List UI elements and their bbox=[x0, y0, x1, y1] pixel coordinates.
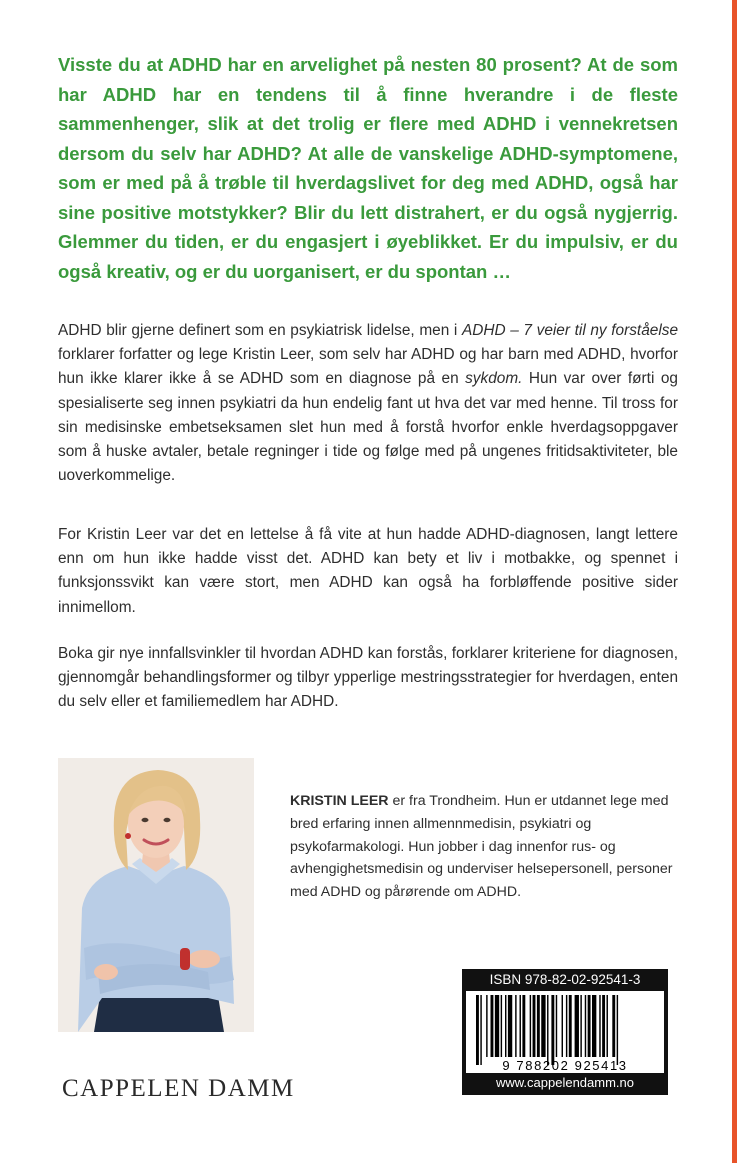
barcode-bar bbox=[505, 995, 506, 1057]
barcode-bar bbox=[547, 995, 548, 1065]
sykdom-italic: sykdom. bbox=[465, 370, 523, 388]
barcode-bar bbox=[533, 995, 536, 1057]
barcode-bar bbox=[612, 995, 615, 1057]
barcode-bar bbox=[530, 995, 531, 1057]
isbn-label: ISBN 978-82-02-92541-3 bbox=[489, 972, 641, 987]
barcode-bar bbox=[480, 995, 481, 1065]
p1-text-a: ADHD blir gjerne definert som en psykiatrisk lidelse, men i bbox=[58, 322, 462, 339]
barcode-bar bbox=[501, 995, 502, 1057]
barcode-bar bbox=[520, 995, 521, 1057]
author-bio-text: er fra Trondheim. Hun er utdannet lege med bred erfaring innen allmennmedisin, psykiatri og psykofarmakologi. Hun jobber i dag innenfor rus- og avhengighetsmedisin og underviser helsepersonell, personer med ADHD og pårørende om ADHD. bbox=[290, 793, 673, 901]
publisher-url: www.cappelendamm.no bbox=[495, 1075, 635, 1090]
spine-stripe bbox=[732, 0, 737, 1163]
publisher-logo: CAPPELEN DAMM bbox=[62, 1075, 295, 1102]
author-portrait-illustration bbox=[58, 758, 254, 1032]
barcode-digits: 9 788202 925413 bbox=[502, 1058, 628, 1073]
barcode-bar bbox=[566, 995, 567, 1057]
intro-paragraph: Visste du at ADHD har en arvelighet på nesten 80 prosent? At de som har ADHD har en tendens til å finne hverandre i de fleste sammenhenger, slik at det trolig er flere med ADHD i vennekretsen dersom du selv har ADHD? At alle de vanskelige ADHD-symptomene, som er med på å trøble til hverdagslivet for deg med ADHD, også har sine positive motstykker? Blir du lett distrahert, er du også nygjerrig. Glemmer du tiden, er du engasjert i øyeblikket. Er du impulsiv, er du også kreativ, og er du uorganisert, er du spontan … bbox=[58, 54, 678, 282]
description-paragraph-1 bbox=[58, 319, 678, 488]
barcode-bar bbox=[551, 995, 554, 1065]
barcode-bar bbox=[607, 995, 608, 1057]
barcode-bar bbox=[508, 995, 512, 1057]
barcode-bar bbox=[617, 995, 618, 1065]
barcode-bar bbox=[562, 995, 563, 1057]
barcode-bar bbox=[602, 995, 605, 1057]
barcode-bar bbox=[580, 995, 581, 1057]
barcode-bar bbox=[569, 995, 572, 1057]
author-name: KRISTIN LEER bbox=[290, 793, 389, 809]
barcode-bar bbox=[486, 995, 487, 1057]
barcode-bar bbox=[556, 995, 557, 1057]
book-title-italic: ADHD – 7 veier til ny forståelse bbox=[461, 322, 678, 339]
barcode-bars bbox=[466, 991, 664, 1073]
author-bio bbox=[290, 790, 680, 904]
p1-text-c: Hun var over førti og spesialiserte seg innen psykiatri da hun endelig fant ut hva det var med henne. Til tross for sin medisinske embetseksamen slet hun med å forstå hvorfor enkle hverdagsoppgaver som å huske avtaler, betale regninger i tide og følge med på ungenes fritidsaktiviteter, ble uoverkommelige. bbox=[58, 370, 678, 485]
barcode-bar bbox=[599, 995, 600, 1057]
description-paragraph-3: Boka gir nye innfallsvinkler til hvordan ADHD kan forstås, forklarer kriteriene for diagnosen, gjennomgår behandlingsformer og tilbyr ypperlige mestringsstrategier for hverdagen, enten du selv eller et familiemedlem har ADHD. bbox=[58, 645, 678, 711]
p1-text-b: forklarer forfatter og lege Kristin Leer, som selv har ADHD og har barn med ADHD, hvorfor hun ikke klarer ikke å se ADHD som en diagnose på en bbox=[58, 346, 678, 388]
barcode bbox=[466, 991, 664, 1073]
isbn-barcode-block bbox=[462, 969, 668, 1095]
barcode-bar bbox=[588, 995, 591, 1057]
barcode-bar bbox=[541, 995, 545, 1057]
description-paragraph-2: For Kristin Leer var det en lettelse å få vite at hun hadde ADHD-diagnosen, langt lettere enn om hun ikke hadde visst det. ADHD kan bety et liv i motbakke, og spennet i funksjonssvikt kan være stort, men ADHD kan også ha forbløffende positive sider innimellom. bbox=[58, 526, 678, 616]
barcode-bar bbox=[522, 995, 525, 1057]
barcode-bar bbox=[592, 995, 596, 1057]
barcode-bar bbox=[585, 995, 586, 1057]
barcode-bar bbox=[537, 995, 540, 1057]
barcode-bar bbox=[515, 995, 516, 1057]
author-photo bbox=[58, 758, 254, 1032]
barcode-bar bbox=[575, 995, 579, 1057]
barcode-bar bbox=[476, 995, 479, 1065]
barcode-bar bbox=[491, 995, 494, 1057]
barcode-bar bbox=[495, 995, 499, 1057]
